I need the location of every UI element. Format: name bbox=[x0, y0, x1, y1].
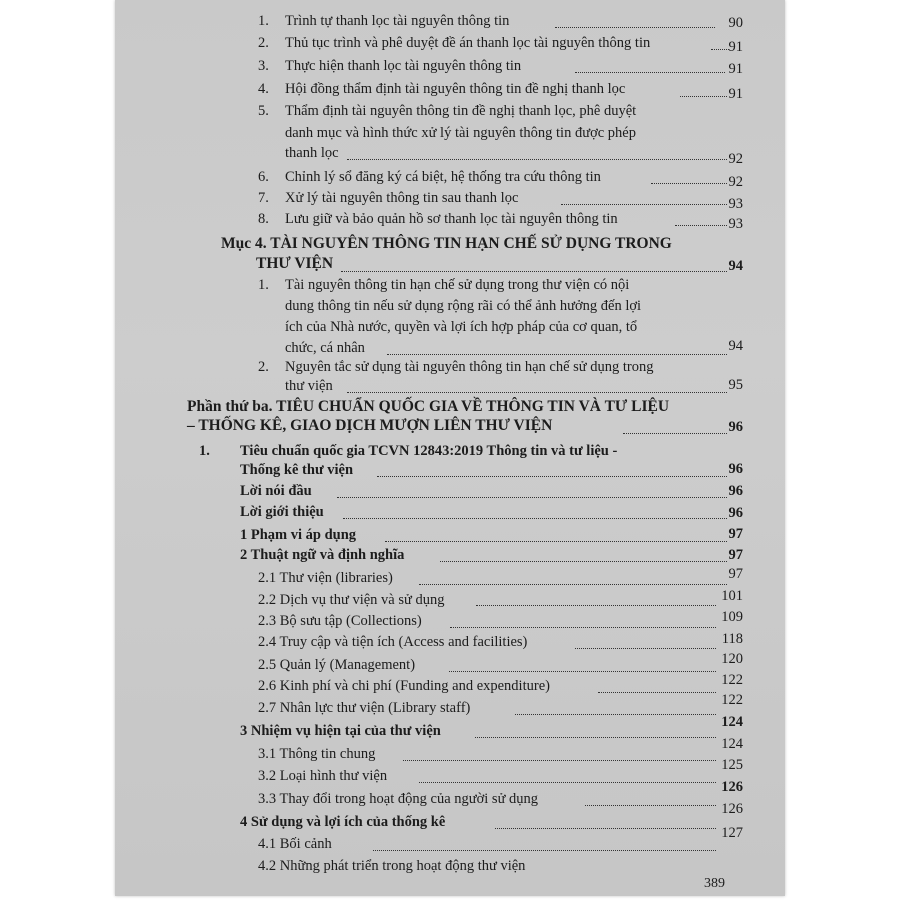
toc-entry-title: Tiêu chuẩn quốc gia TCVN 12843:2019 Thông tin và tư liệu - bbox=[240, 443, 618, 459]
toc-page-number: 109 bbox=[721, 609, 743, 625]
toc-entry-title: 3 Nhiệm vụ hiện tại của thư viện bbox=[240, 723, 441, 739]
dot-leader bbox=[475, 737, 716, 738]
dot-leader bbox=[343, 518, 727, 519]
dot-leader bbox=[561, 204, 727, 205]
dot-leader bbox=[419, 782, 716, 783]
toc-page-number: 126 bbox=[721, 801, 743, 817]
toc-entry-title: Chỉnh lý sổ đăng ký cá biệt, hệ thống tra cứu thông tin bbox=[285, 169, 601, 185]
toc-page-number: 97 bbox=[728, 526, 743, 542]
toc-entry-title: 4.2 Những phát triển trong hoạt động thư viện bbox=[258, 858, 526, 874]
toc-entry-title: 3.3 Thay đổi trong hoạt động của người sử dụng bbox=[258, 791, 539, 807]
book-page bbox=[115, 0, 785, 896]
toc-page-number: 91 bbox=[728, 86, 743, 102]
part-heading: Phần thứ ba. TIÊU CHUẨN QUỐC GIA VỀ THÔNG TIN VÀ TƯ LIỆU bbox=[187, 398, 670, 415]
toc-page-number: 91 bbox=[728, 61, 743, 77]
toc-entry-number: 1. bbox=[258, 277, 269, 293]
toc-entry-title: 3.2 Loại hình thư viện bbox=[258, 768, 388, 784]
toc-page-number: 125 bbox=[721, 757, 743, 773]
toc-entry-number: 1. bbox=[199, 443, 210, 459]
toc-entry-number: 4. bbox=[258, 81, 269, 97]
toc-entry-title: dung thông tin nếu sử dụng rộng rãi có thể ảnh hưởng đến lợi bbox=[285, 298, 642, 314]
dot-leader bbox=[449, 671, 716, 672]
dot-leader bbox=[680, 96, 727, 97]
toc-entry-number: 3. bbox=[258, 58, 269, 74]
dot-leader bbox=[341, 271, 727, 272]
toc-page-number: 124 bbox=[721, 714, 743, 730]
toc-page-number: 126 bbox=[721, 779, 743, 795]
toc-page-number: 118 bbox=[721, 631, 743, 647]
toc-entry-title: 2 Thuật ngữ và định nghĩa bbox=[240, 547, 405, 563]
toc-entry-title: Lời giới thiệu bbox=[240, 504, 324, 520]
toc-entry-title: Trình tự thanh lọc tài nguyên thông tin bbox=[285, 13, 510, 29]
dot-leader bbox=[711, 49, 729, 50]
toc-entry-title: Hội đồng thẩm định tài nguyên thông tin đề nghị thanh lọc bbox=[285, 81, 626, 97]
dot-leader bbox=[598, 692, 716, 693]
toc-entry-number: 2. bbox=[258, 359, 269, 375]
dot-leader bbox=[377, 476, 727, 477]
section-heading: THƯ VIỆN bbox=[256, 255, 334, 272]
dot-leader bbox=[403, 760, 716, 761]
toc-page-number: 96 bbox=[728, 483, 743, 499]
toc-entry-title: Thủ tục trình và phê duyệt đề án thanh lọc tài nguyên thông tin bbox=[285, 35, 651, 51]
toc-entry-number: 8. bbox=[258, 211, 269, 227]
dot-leader bbox=[450, 627, 716, 628]
toc-entry-title: 2.1 Thư viện (libraries) bbox=[258, 570, 393, 586]
toc-page-number: 94 bbox=[728, 258, 743, 274]
toc-page-number: 90 bbox=[728, 15, 743, 31]
toc-entry-title: Lưu giữ và bảo quản hồ sơ thanh lọc tài nguyên thông tin bbox=[285, 211, 618, 227]
section-heading: Mục 4. TÀI NGUYÊN THÔNG TIN HẠN CHẾ SỬ DỤNG TRONG bbox=[221, 235, 672, 252]
toc-entry-title: 2.2 Dịch vụ thư viện và sử dụng bbox=[258, 592, 445, 608]
dot-leader bbox=[347, 159, 727, 160]
toc-entry-title: Thống kê thư viện bbox=[240, 462, 354, 478]
toc-page-number: 95 bbox=[728, 377, 743, 393]
toc-entry-number: 6. bbox=[258, 169, 269, 185]
toc-entry-title: Lời nói đầu bbox=[240, 483, 312, 499]
dot-leader bbox=[385, 541, 727, 542]
toc-page-number: 93 bbox=[728, 216, 743, 232]
dot-leader bbox=[651, 183, 727, 184]
toc-page-number: 94 bbox=[728, 338, 743, 354]
toc-entry-title: 2.5 Quản lý (Management) bbox=[258, 657, 416, 673]
toc-page-number: 96 bbox=[728, 461, 743, 477]
toc-entry-number: 5. bbox=[258, 103, 269, 119]
toc-page-number: 97 bbox=[728, 566, 743, 582]
toc-page-number: 120 bbox=[721, 651, 743, 667]
toc-page-number: 122 bbox=[721, 692, 743, 708]
dot-leader bbox=[337, 497, 727, 498]
dot-leader bbox=[623, 433, 727, 434]
toc-page-number: 96 bbox=[728, 419, 743, 435]
toc-entry-title: chức, cá nhân bbox=[285, 340, 365, 356]
dot-leader bbox=[419, 584, 727, 585]
toc-entry-title: Thực hiện thanh lọc tài nguyên thông tin bbox=[285, 58, 522, 74]
toc-entry-title: Nguyên tắc sử dụng tài nguyên thông tin hạn chế sử dụng trong bbox=[285, 359, 654, 375]
toc-page-number: 124 bbox=[721, 736, 743, 752]
dot-leader bbox=[387, 354, 727, 355]
toc-entry-title: 4.1 Bối cảnh bbox=[258, 836, 332, 852]
dot-leader bbox=[347, 392, 727, 393]
toc-page-number: 122 bbox=[721, 672, 743, 688]
toc-entry-title: 2.3 Bộ sưu tập (Collections) bbox=[258, 613, 422, 629]
dot-leader bbox=[575, 72, 725, 73]
toc-entry-title: thư viện bbox=[285, 378, 333, 394]
dot-leader bbox=[373, 850, 716, 851]
part-heading: – THỐNG KÊ, GIAO DỊCH MƯỢN LIÊN THƯ VIỆN bbox=[187, 417, 553, 434]
dot-leader bbox=[440, 561, 727, 562]
toc-entry-title: 2.6 Kinh phí và chi phí (Funding and expenditure) bbox=[258, 678, 550, 694]
dot-leader bbox=[575, 648, 716, 649]
toc-entry-title: 4 Sử dụng và lợi ích của thống kê bbox=[240, 814, 446, 830]
toc-page-number: 92 bbox=[728, 151, 743, 167]
toc-entry-title: 1 Phạm vi áp dụng bbox=[240, 527, 357, 543]
toc-entry-number: 2. bbox=[258, 35, 269, 51]
page-number: 389 bbox=[704, 876, 725, 891]
toc-entry-title: ích của Nhà nước, quyền và lợi ích hợp pháp của cơ quan, tổ bbox=[285, 319, 638, 335]
toc-page-number: 97 bbox=[728, 547, 743, 563]
toc-entry-title: 3.1 Thông tin chung bbox=[258, 746, 376, 762]
toc-entry-title: 2.7 Nhân lực thư viện (Library staff) bbox=[258, 700, 471, 716]
toc-entry-title: Xử lý tài nguyên thông tin sau thanh lọc bbox=[285, 190, 519, 206]
toc-entry-title: 2.4 Truy cập và tiện ích (Access and facilities) bbox=[258, 634, 528, 650]
dot-leader bbox=[585, 805, 716, 806]
toc-page-number: 101 bbox=[721, 588, 743, 604]
toc-entry-number: 7. bbox=[258, 190, 269, 206]
toc-entry-number: 1. bbox=[258, 13, 269, 29]
toc-entry-title: Thẩm định tài nguyên thông tin đề nghị thanh lọc, phê duyệt bbox=[285, 103, 637, 119]
dot-leader bbox=[515, 714, 716, 715]
dot-leader bbox=[675, 225, 727, 226]
toc-entry-title: thanh lọc bbox=[285, 145, 339, 161]
toc-page-number: 93 bbox=[728, 196, 743, 212]
toc-page-number: 96 bbox=[728, 505, 743, 521]
dot-leader bbox=[476, 605, 716, 606]
toc-entry-title: Tài nguyên thông tin hạn chế sử dụng trong thư viện có nội bbox=[285, 277, 630, 293]
toc-page-number: 127 bbox=[721, 825, 743, 841]
toc-page-number: 92 bbox=[728, 174, 743, 190]
toc-entry-title: danh mục và hình thức xử lý tài nguyên thông tin được phép bbox=[285, 125, 636, 141]
dot-leader bbox=[555, 27, 715, 28]
toc-page-number: 91 bbox=[728, 39, 743, 55]
dot-leader bbox=[495, 828, 716, 829]
